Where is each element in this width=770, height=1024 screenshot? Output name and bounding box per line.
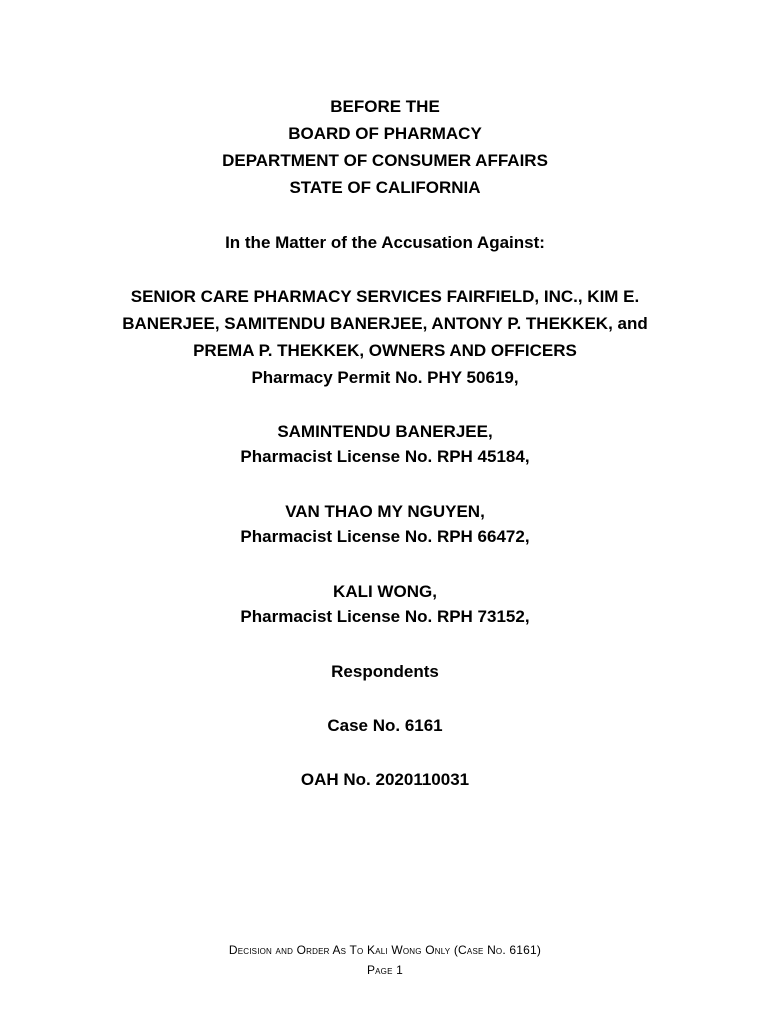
respondent-2-license: Pharmacist License No. RPH 45184,	[240, 447, 530, 466]
oah-number: OAH No. 2020110031	[300, 770, 470, 789]
respondent-1-permit: Pharmacy Permit No. PHY 50619,	[251, 368, 519, 387]
header-before-the: BEFORE THE	[330, 97, 440, 116]
respondent-3-license: Pharmacist License No. RPH 66472,	[240, 527, 530, 546]
respondent-4-name: KALI WONG,	[333, 582, 437, 601]
header-board: BOARD OF PHARMACY	[288, 124, 482, 143]
header-department: DEPARTMENT OF CONSUMER AFFAIRS	[222, 151, 548, 170]
header-state: STATE OF CALIFORNIA	[289, 178, 481, 197]
footer-page-number: Page 1	[366, 963, 404, 977]
respondent-2-name: SAMINTENDU BANERJEE,	[277, 422, 493, 441]
case-number: Case No. 6161	[327, 716, 443, 735]
respondent-1-line-3: PREMA P. THEKKEK, OWNERS AND OFFICERS	[193, 341, 577, 360]
respondent-4-license: Pharmacist License No. RPH 73152,	[240, 607, 530, 626]
matter-heading: In the Matter of the Accusation Against:	[225, 233, 545, 252]
footer-title: Decision and Order As To Kali Wong Only (Case No. 6161)	[228, 943, 542, 957]
respondent-1-line-2: BANERJEE, SAMITENDU BANERJEE, ANTONY P. THEKKEK, and	[122, 314, 648, 333]
respondent-3-name: VAN THAO MY NGUYEN,	[285, 502, 485, 521]
respondent-1-line-1: SENIOR CARE PHARMACY SERVICES FAIRFIELD, INC., KIM E.	[130, 287, 640, 306]
respondents-label: Respondents	[331, 662, 439, 681]
